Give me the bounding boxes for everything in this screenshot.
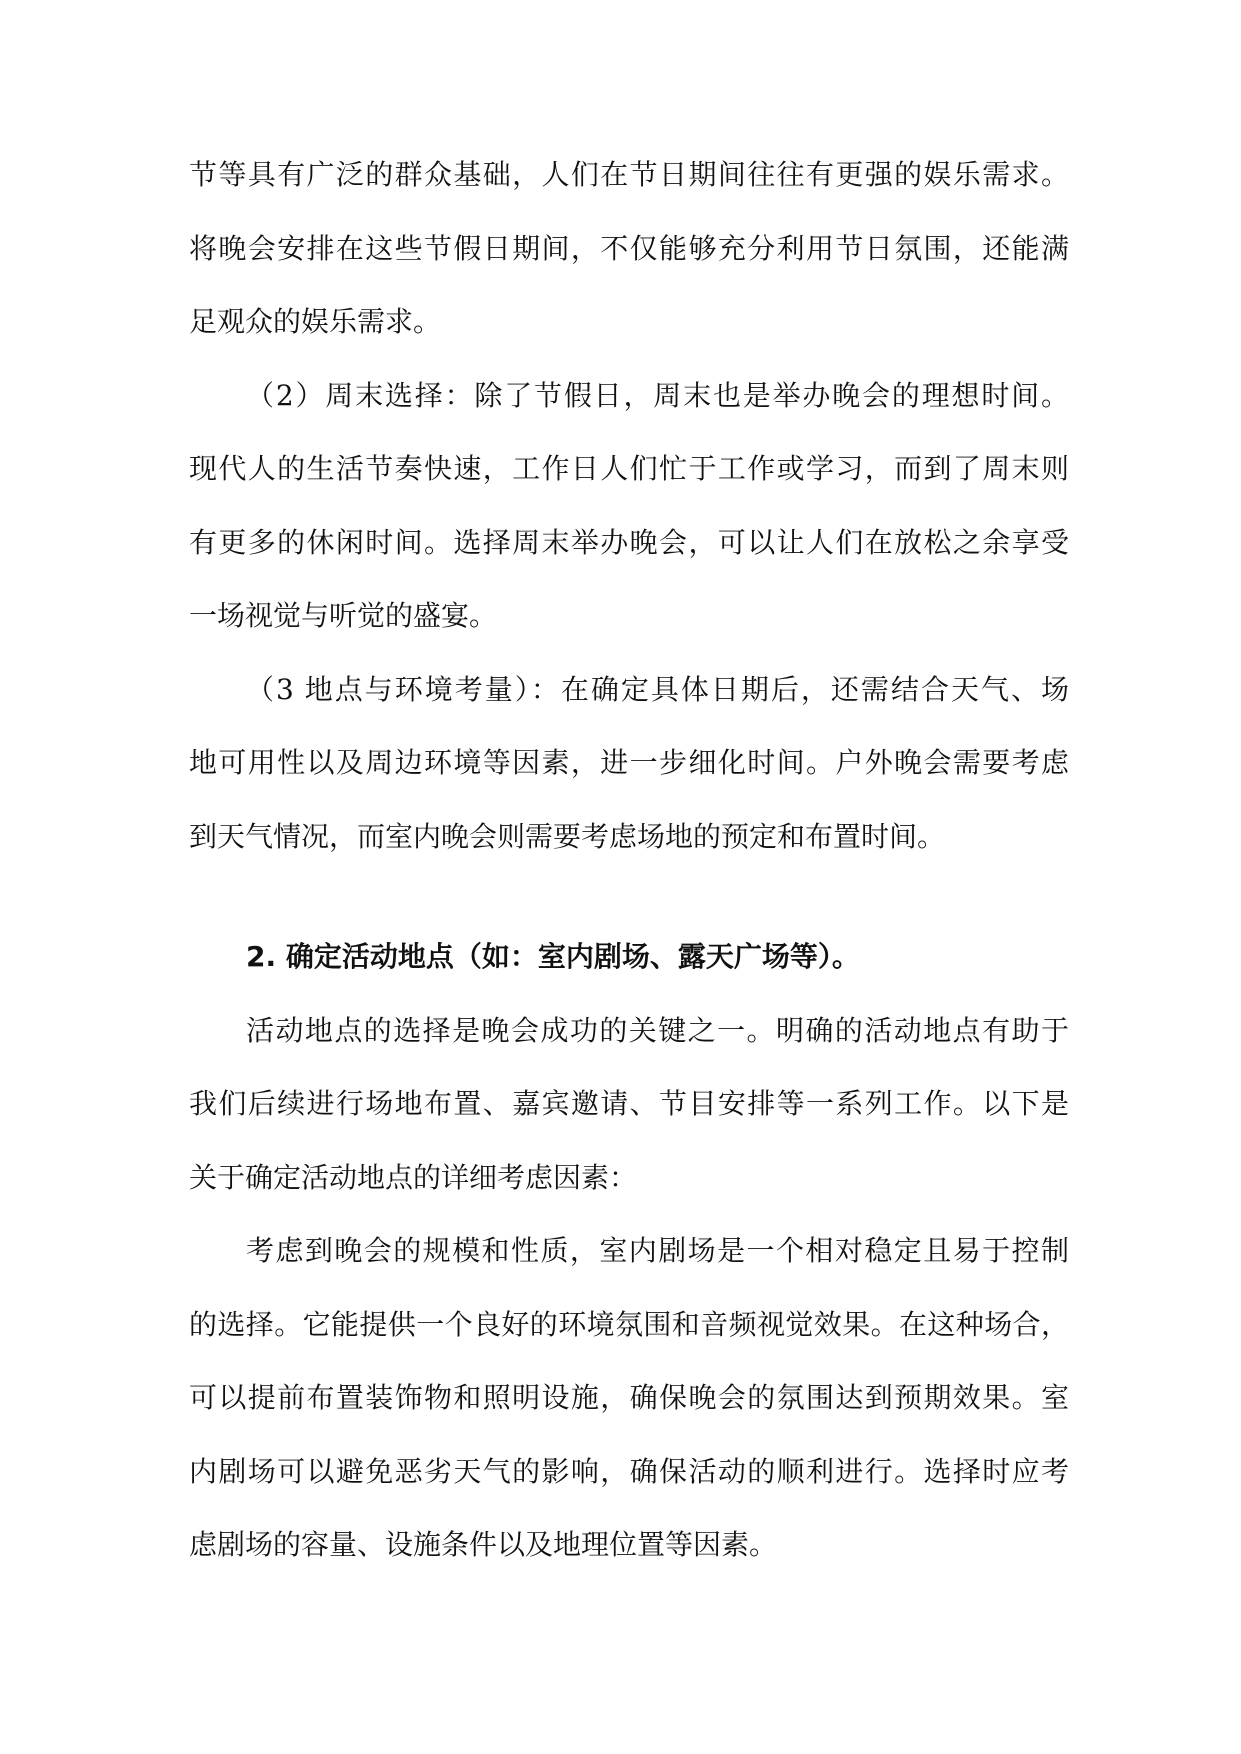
text-line: 可以提前布置装饰物和照明设施，确保晚会的氛围达到预期效果。室 <box>189 1381 1069 1414</box>
section-heading: 2. 确定活动地点（如：室内剧场、露天广场等）。 <box>246 940 860 973</box>
text-line: （3 地点与环境考量）：在确定具体日期后，还需结合天气、场 <box>246 673 1069 706</box>
text-line: 将晚会安排在这些节假日期间，不仅能够充分利用节日氛围，还能满 <box>189 232 1069 265</box>
text-line: 现代人的生活节奏快速，工作日人们忙于工作或学习，而到了周末则 <box>189 452 1069 485</box>
text-line: 考虑到晚会的规模和性质，室内剧场是一个相对稳定且易于控制 <box>246 1234 1069 1267</box>
text-line: 一场视觉与听觉的盛宴。 <box>189 599 498 632</box>
text-line: 活动地点的选择是晚会成功的关键之一。明确的活动地点有助于 <box>246 1014 1069 1047</box>
text-line: 我们后续进行场地布置、嘉宾邀请、节目安排等一系列工作。以下是 <box>189 1087 1069 1120</box>
text-line: 虑剧场的容量、设施条件以及地理位置等因素。 <box>189 1528 778 1561</box>
text-line: （2）周末选择：除了节假日，周末也是举办晚会的理想时间。 <box>246 379 1069 412</box>
text-line: 有更多的休闲时间。选择周末举办晚会，可以让人们在放松之余享受 <box>189 526 1069 559</box>
text-line: 内剧场可以避免恶劣天气的影响，确保活动的顺利进行。选择时应考 <box>189 1455 1069 1488</box>
text-line: 节等具有广泛的群众基础，人们在节日期间往往有更强的娱乐需求。 <box>189 158 1069 191</box>
text-line: 的选择。它能提供一个良好的环境氛围和音频视觉效果。在这种场合， <box>189 1308 1069 1341</box>
text-line: 关于确定活动地点的详细考虑因素： <box>189 1161 638 1194</box>
text-line: 足观众的娱乐需求。 <box>189 305 442 338</box>
text-line: 到天气情况，而室内晚会则需要考虑场地的预定和布置时间。 <box>189 820 946 853</box>
text-line: 地可用性以及周边环境等因素，进一步细化时间。户外晚会需要考虑 <box>189 746 1069 779</box>
